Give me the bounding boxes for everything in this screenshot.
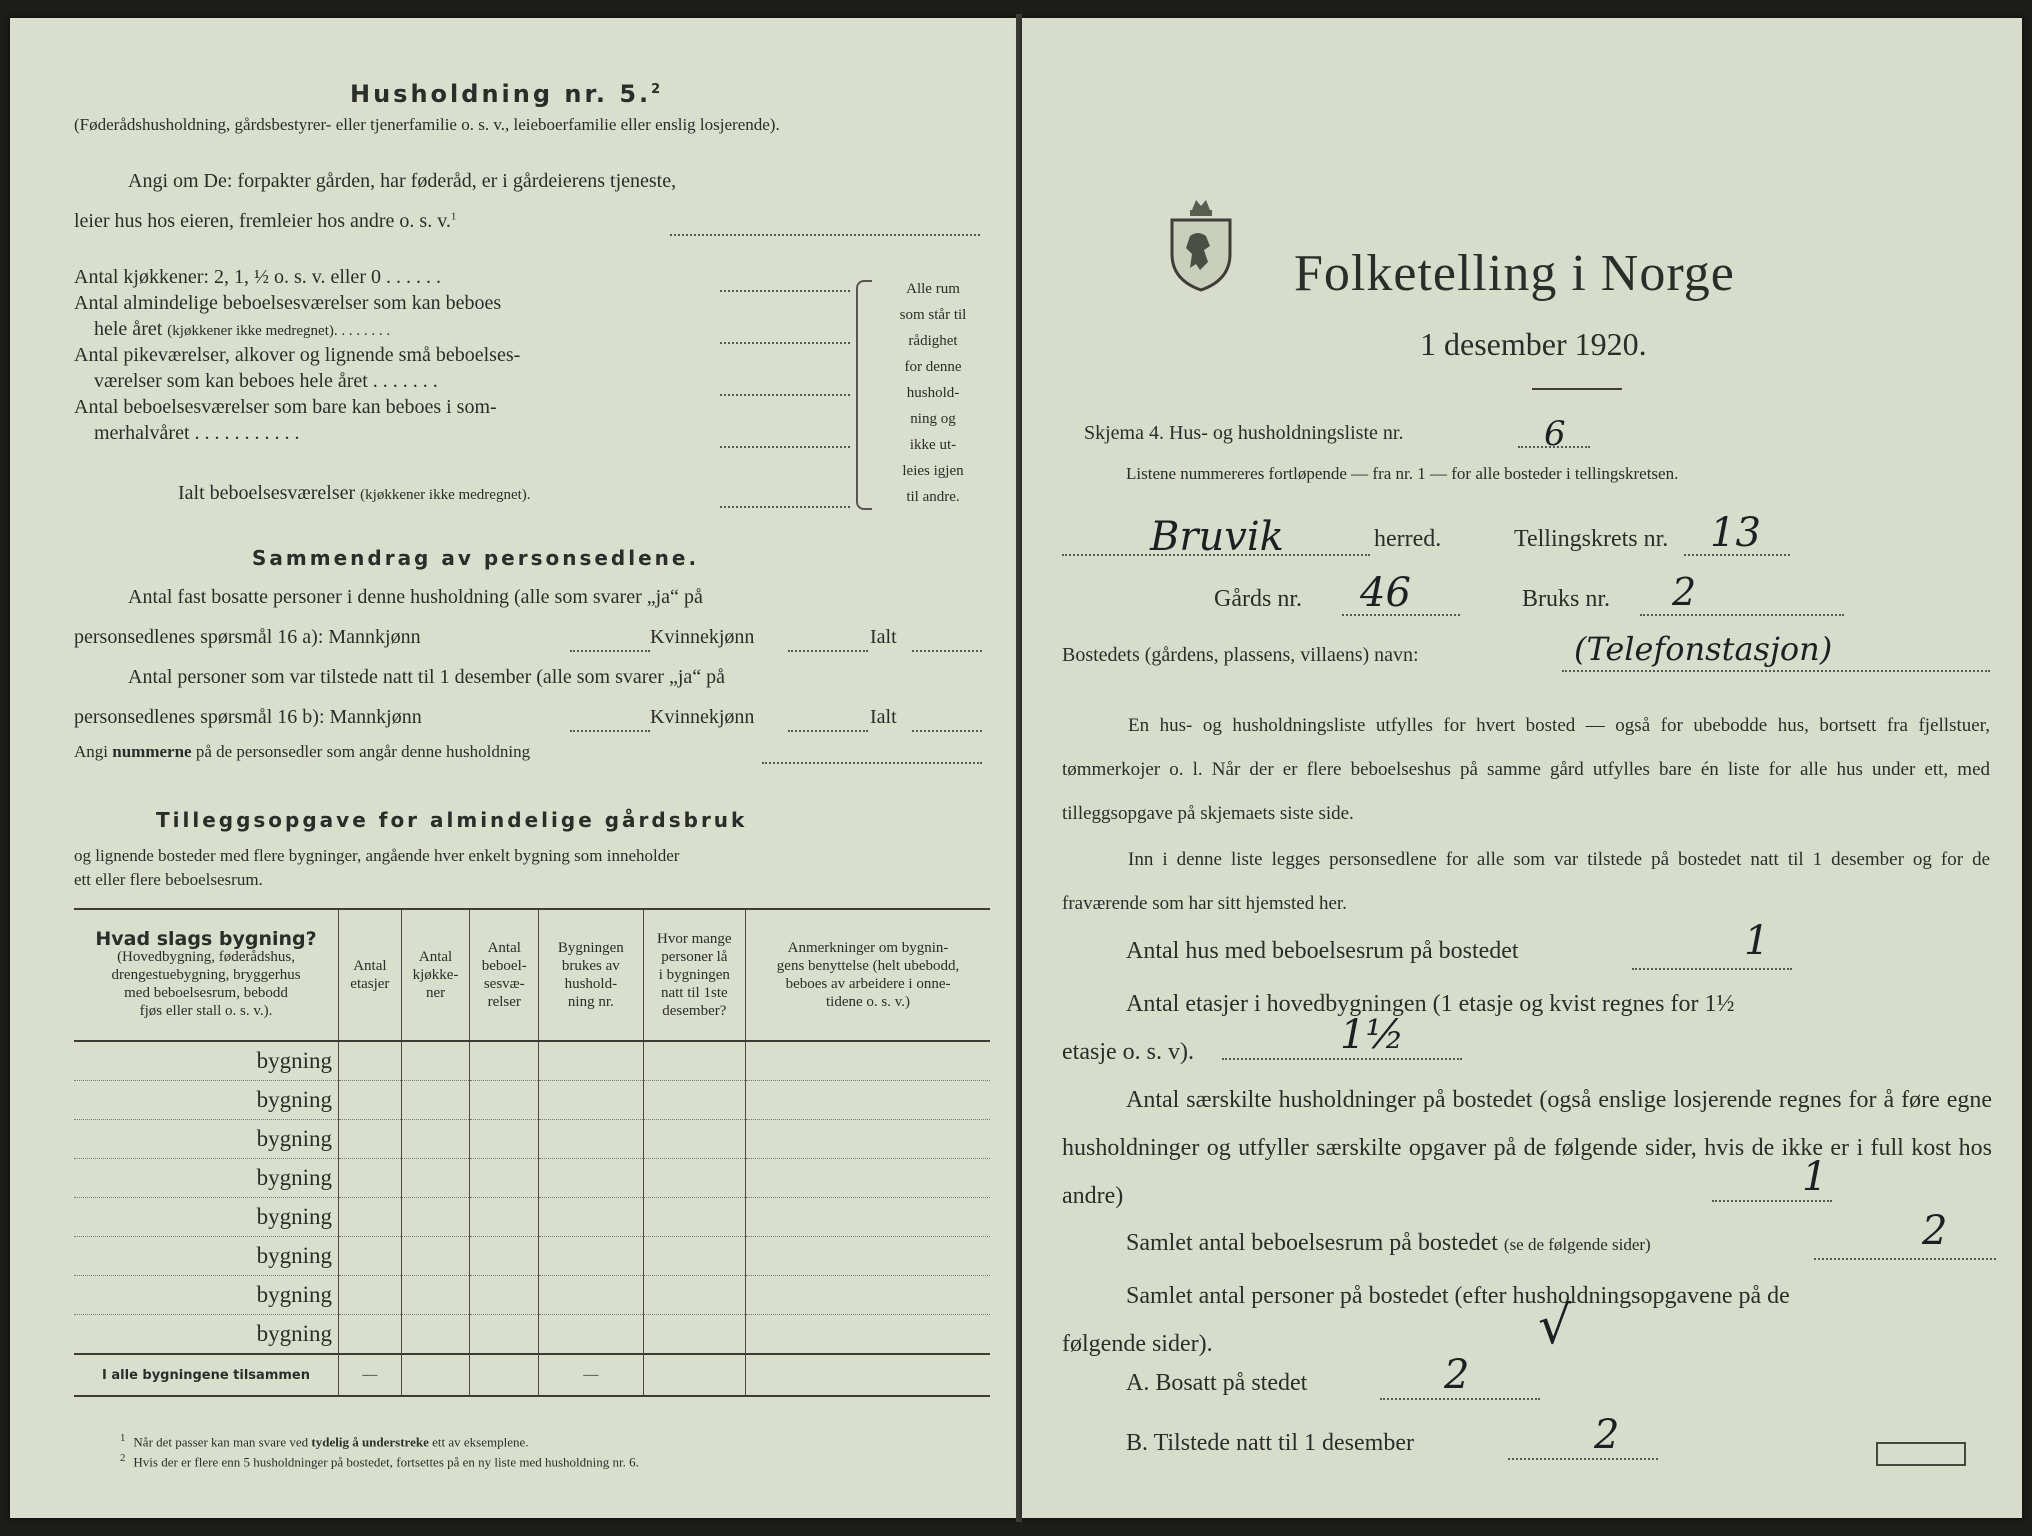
etasjer-label: Antal etasjer i hovedbygningen (1 etasje og kvist regnes for 1½ etasje o. s. v). — [1062, 991, 1735, 1065]
side-note-line: hushold- — [906, 385, 960, 401]
nummerne-field[interactable] — [762, 762, 982, 764]
building-table-header — [74, 909, 990, 1041]
building-cell[interactable] — [401, 1041, 470, 1081]
col-type-sub-line: drengestuebygning, bryggerhus — [111, 967, 301, 983]
rooms-brace — [856, 280, 872, 510]
building-cell[interactable] — [643, 1198, 745, 1237]
col-header-line: Antal — [418, 949, 453, 965]
building-cell[interactable] — [643, 1120, 745, 1159]
col-type-sub — [74, 948, 338, 1020]
pike-label-1: Antal pikeværelser, alkover og lignende små beboelses- — [74, 344, 521, 366]
col-header-line: Anmerkninger om bygnin- — [787, 940, 949, 956]
household-title: Husholdning nr. 5.$^2$ — [350, 80, 664, 108]
building-cell[interactable] — [746, 1120, 990, 1159]
sammendrag-line-4: personsedlenes spørsmål 16 b): Mannkjønn — [74, 706, 422, 728]
census-date: 1 desember 1920. — [1420, 326, 1647, 362]
building-cell[interactable] — [339, 1041, 402, 1081]
col-header-2 — [470, 909, 539, 1041]
rum-value[interactable]: 2 — [1922, 1208, 1948, 1254]
building-cell[interactable] — [746, 1159, 990, 1198]
tillegg-line-1: og lignende bosteder med flere bygninger, angående hver enkelt bygning som inneholder — [74, 846, 680, 865]
building-cell[interactable] — [539, 1315, 643, 1355]
col-type-sub-line: med beboelsesrum, bebodd — [124, 985, 288, 1001]
col-header-line: Antal — [353, 958, 387, 974]
col-type-sub-line: fjøs eller stall o. s. v.). — [139, 1003, 273, 1019]
tilstede-field[interactable] — [1508, 1458, 1658, 1460]
col-header-line: personer lå — [661, 949, 728, 965]
building-row-label: bygning — [256, 1282, 333, 1307]
total-cell[interactable]: — — [339, 1354, 402, 1396]
col-type-header: Hvad slags bygning? (Hovedbygning, føderådshus, drengestuebygning, bryggerhus med beboelsesrum, bebodd fjøs eller stall o. s. v.). — [74, 909, 339, 1041]
left-page — [10, 18, 1016, 1518]
ialt-field[interactable] — [720, 506, 850, 508]
husholdninger-field[interactable] — [1712, 1200, 1832, 1202]
building-row-label: bygning — [256, 1048, 333, 1073]
building-cell[interactable] — [401, 1198, 470, 1237]
kjokkener-label: Antal kjøkkener: 2, 1, ½ o. s. v. eller 0 . . . . . . — [74, 266, 441, 288]
building-cell[interactable] — [339, 1081, 402, 1120]
krets-value[interactable]: 13 — [1710, 510, 1761, 556]
building-cell[interactable] — [539, 1041, 643, 1081]
building-cell[interactable] — [539, 1237, 643, 1276]
col-header-line: relser — [487, 994, 521, 1010]
col-header-line: Bygningen — [557, 940, 624, 956]
building-row — [74, 1315, 990, 1355]
total-cell[interactable] — [401, 1354, 470, 1396]
footnote-bold: tydelig å understreke — [311, 1434, 429, 1450]
building-cell[interactable] — [470, 1081, 539, 1120]
building-type-cell[interactable] — [74, 1041, 339, 1081]
sammendrag-line-1: Antal fast bosatte personer i denne husholdning (alle som svarer „ja“ på — [128, 586, 703, 608]
col-header-4 — [643, 909, 745, 1041]
building-cell[interactable] — [643, 1237, 745, 1276]
col-header-line: etasjer — [350, 976, 390, 992]
building-cell[interactable] — [746, 1041, 990, 1081]
building-cell[interactable] — [339, 1315, 402, 1355]
building-cell[interactable] — [539, 1159, 643, 1198]
col-header-line: beboel- — [481, 958, 527, 974]
total-cell[interactable]: — — [539, 1354, 643, 1396]
intro-note: (Føderådshusholdning, gårdsbestyrer- eller tjenerfamilie o. s. v., leieboerfamilie eller enslig losjerende). — [74, 115, 780, 134]
sommer-label-2: merhalvåret . . . . . . . . . . . — [94, 422, 300, 444]
tilstede-value[interactable]: 2 — [1594, 1412, 1620, 1458]
building-type-cell[interactable] — [74, 1198, 339, 1237]
rooms-side-note — [878, 276, 988, 510]
instructions-1: En hus- og husholdningsliste utfylles for hvert bosted — også for ubebodde hus, bortsett fra fjellstuer, tømmerkojer o. l. Når der er flere beboelseshus på samme gård utfylles bare én liste for alle hus under ett, med tilleggsopgave på skjemaets siste side. — [1062, 715, 1990, 824]
building-row — [74, 1237, 990, 1276]
tilstede-label: B. Tilstede natt til 1 desember — [1126, 1430, 1414, 1456]
building-cell[interactable] — [470, 1198, 539, 1237]
bruks-field[interactable] — [1640, 614, 1844, 616]
bruks-label: Bruks nr. — [1522, 586, 1611, 612]
skjema-label: Skjema 4. Hus- og husholdningsliste nr. — [1084, 422, 1404, 444]
col-header-1 — [401, 909, 470, 1041]
sommer-field[interactable] — [720, 446, 850, 448]
sommer-label-1: Antal beboelsesværelser som bare kan beboes i som- — [74, 396, 497, 418]
side-note-line: Alle rum — [906, 281, 960, 297]
rum-field[interactable] — [1814, 1258, 1996, 1260]
building-cell[interactable] — [401, 1315, 470, 1355]
pike-field[interactable] — [720, 394, 850, 396]
bosatt-label: A. Bosatt på stedet — [1126, 1370, 1308, 1396]
bosted-label: Bostedets (gårdens, plassens, villaens) navn: — [1062, 644, 1419, 666]
building-cell[interactable] — [339, 1159, 402, 1198]
footnote-pre: Hvis der er flere enn 5 husholdninger på bostedet, fortsettes på en ny liste med husholdning nr. 6. — [133, 1454, 639, 1470]
building-cell[interactable] — [539, 1198, 643, 1237]
husholdninger-value[interactable]: 1 — [1802, 1154, 1828, 1200]
building-cell[interactable] — [539, 1081, 643, 1120]
hus-value[interactable]: 1 — [1744, 918, 1770, 964]
building-cell[interactable] — [401, 1237, 470, 1276]
building-cell[interactable] — [539, 1120, 643, 1159]
building-cell[interactable] — [339, 1120, 402, 1159]
building-cell[interactable] — [470, 1276, 539, 1315]
building-cell[interactable] — [470, 1041, 539, 1081]
building-cell[interactable] — [401, 1120, 470, 1159]
fast-ialt-field[interactable] — [912, 650, 982, 652]
building-row — [74, 1041, 990, 1081]
building-cell[interactable] — [401, 1276, 470, 1315]
side-note-line: rådighet — [908, 333, 958, 349]
sammendrag-line-3: Antal personer som var tilstede natt til 1 desember (alle som svarer „ja“ på — [128, 666, 726, 688]
right-page — [1022, 18, 2022, 1518]
bosted-value[interactable]: (Telefonstasjon) — [1574, 630, 1833, 668]
total-label: I alle bygningene tilsammen — [74, 1354, 339, 1396]
fast-ialt-label: Ialt — [870, 626, 897, 648]
building-cell[interactable] — [539, 1276, 643, 1315]
footnote-num: 2 — [120, 1452, 126, 1465]
building-type-cell[interactable] — [74, 1237, 339, 1276]
building-cell[interactable] — [470, 1315, 539, 1355]
building-cell[interactable] — [339, 1198, 402, 1237]
building-row-label: bygning — [256, 1321, 333, 1346]
gards-value[interactable]: 46 — [1360, 570, 1411, 616]
side-note-line: til andre. — [906, 489, 960, 505]
check-mark: √ — [1538, 1296, 1572, 1356]
herred-label: herred. — [1374, 526, 1442, 552]
building-type-cell[interactable] — [74, 1315, 339, 1355]
building-type-cell[interactable] — [74, 1081, 339, 1120]
alm-label-1: Antal almindelige beboelsesværelser som kan beboes — [74, 292, 502, 314]
tillegg-line-2: ett eller flere beboelsesrum. — [74, 870, 263, 889]
krets-label: Tellingskrets nr. — [1514, 526, 1669, 552]
footnotes — [120, 1430, 639, 1471]
listene-note: Listene nummereres fortløpende — fra nr. 1 — for alle bosteder i tellingskretsen. — [1126, 464, 1679, 483]
sammendrag-line-2: personsedlenes spørsmål 16 a): Mannkjønn — [74, 626, 421, 648]
building-cell[interactable] — [470, 1159, 539, 1198]
col-header-line: Hvor mange — [657, 931, 732, 947]
col-header-line: i bygningen — [658, 967, 730, 983]
crest-icon — [1168, 196, 1234, 292]
ialt-label: Ialt beboelsesværelser (kjøkkener ikke medregnet). — [178, 482, 531, 504]
footnote-pre: Når det passer kan man svare ved — [133, 1434, 312, 1450]
personer-label: Samlet antal personer på bostedet (efter husholdningsopgavene på de følgende sider). — [1062, 1283, 1790, 1357]
tilstede-mann-field[interactable] — [570, 730, 650, 732]
angi-line-2: leier hus hos eieren, fremleier hos andre o. s. v.$^1$ — [74, 210, 457, 232]
building-row-label: bygning — [256, 1243, 333, 1268]
building-row — [74, 1081, 990, 1120]
col-header-0 — [339, 909, 402, 1041]
rum-label: Samlet antal beboelsesrum på bostedet (se de følgende sider) — [1126, 1230, 1651, 1256]
col-header-line: desember? — [662, 1003, 727, 1019]
tilstede-kvinne-label: Kvinnekjønn — [650, 706, 755, 728]
bosatt-field[interactable] — [1380, 1398, 1540, 1400]
building-type-cell[interactable] — [74, 1120, 339, 1159]
building-type-cell[interactable] — [74, 1159, 339, 1198]
building-cell[interactable] — [470, 1237, 539, 1276]
herred-value[interactable]: Bruvik — [1150, 514, 1284, 560]
col-header-line: gens benyttelse (helt ubebodd, — [776, 958, 960, 974]
building-table — [74, 908, 990, 1397]
footnote-num: 1 — [120, 1432, 126, 1444]
building-cell[interactable] — [643, 1276, 745, 1315]
tilstede-ialt-label: Ialt — [870, 706, 897, 728]
building-cell[interactable] — [746, 1081, 990, 1120]
col-header-line: hushold- — [564, 976, 618, 992]
census-title: Folketelling i Norge — [1294, 245, 1735, 302]
side-note-line: leies igjen — [902, 463, 964, 479]
col-header-3 — [539, 909, 643, 1041]
total-cell[interactable] — [470, 1354, 539, 1396]
total-cell[interactable] — [746, 1354, 990, 1396]
building-row-label: bygning — [256, 1126, 333, 1151]
col-header-line: brukes av — [561, 958, 620, 974]
building-row — [74, 1120, 990, 1159]
building-cell[interactable] — [746, 1315, 990, 1355]
pike-label-2: værelser som kan beboes hele året . . . . . . . — [94, 370, 438, 392]
col-type-sub-line: (Hovedbygning, føderådshus, — [117, 949, 295, 965]
husholdninger-label: Antal særskilte husholdninger på bostedet (også enslige losjerende regnes for å føre egne husholdninger og utfyller særskilte opgaver på de følgende sider, hvis de ikke er i full kost hos andre) — [1062, 1087, 1992, 1209]
building-row — [74, 1276, 990, 1315]
sammendrag-heading: Sammendrag av personsedlene. — [252, 546, 700, 570]
building-cell[interactable] — [339, 1237, 402, 1276]
side-note-line: som står til — [899, 307, 967, 323]
fast-kvinne-label: Kvinnekjønn — [650, 626, 755, 648]
nummerne-label: Angi nummerne på de personsedler som angår denne husholdning — [74, 742, 531, 761]
col-header-line: sesvæ- — [483, 976, 525, 992]
bosted-field[interactable] — [1562, 670, 1990, 672]
side-note-line: ikke ut- — [909, 437, 957, 453]
kjokkener-field[interactable] — [720, 290, 850, 292]
tillegg-heading: Tilleggsopgave for almindelige gårdsbruk — [156, 808, 748, 832]
fast-mann-field[interactable] — [570, 650, 650, 652]
printer-stamp — [1876, 1442, 1966, 1466]
etasjer-value[interactable]: 1½ — [1340, 1012, 1405, 1058]
footnote — [120, 1430, 639, 1450]
side-note-line: for denne — [904, 359, 962, 375]
building-cell[interactable] — [401, 1159, 470, 1198]
building-row-label: bygning — [256, 1204, 333, 1229]
title-rule — [1532, 388, 1622, 390]
col-header-line: kjøkke- — [412, 967, 459, 983]
side-note-line: ning og — [910, 411, 956, 427]
bruks-value[interactable]: 2 — [1672, 570, 1697, 614]
bosatt-value[interactable]: 2 — [1444, 1352, 1470, 1398]
col-header-5 — [746, 909, 990, 1041]
building-table-body — [74, 1041, 990, 1396]
building-cell[interactable] — [643, 1315, 745, 1355]
footnote — [120, 1450, 639, 1470]
hus-label: Antal hus med beboelsesrum på bostedet — [1126, 938, 1519, 964]
col-header-line: ner — [425, 985, 446, 1001]
col-header-line: tidene o. s. v.) — [826, 994, 911, 1010]
tilstede-kvinne-field[interactable] — [788, 730, 868, 732]
building-cell[interactable] — [470, 1120, 539, 1159]
col-header-line: beboes av arbeidere i onne- — [785, 976, 951, 992]
gards-label: Gårds nr. — [1214, 586, 1302, 612]
building-cell[interactable] — [401, 1081, 470, 1120]
building-cell[interactable] — [643, 1081, 745, 1120]
col-header-line: natt til 1ste — [660, 985, 728, 1001]
tilstede-ialt-field[interactable] — [912, 730, 982, 732]
building-cell[interactable] — [746, 1198, 990, 1237]
building-cell[interactable] — [339, 1276, 402, 1315]
building-cell[interactable] — [643, 1159, 745, 1198]
fast-kvinne-field[interactable] — [788, 650, 868, 652]
alm-field[interactable] — [720, 342, 850, 344]
building-row-label: bygning — [256, 1165, 333, 1190]
hus-field[interactable] — [1632, 968, 1792, 970]
building-cell[interactable] — [746, 1237, 990, 1276]
building-type-cell[interactable] — [74, 1276, 339, 1315]
building-cell[interactable] — [643, 1041, 745, 1081]
etasjer-field[interactable] — [1222, 1058, 1462, 1060]
alm-label-2: hele året (kjøkkener ikke medregnet). . . . . . . . — [94, 318, 391, 340]
angi-answer-line[interactable] — [670, 234, 980, 236]
total-cell[interactable] — [643, 1354, 745, 1396]
building-cell[interactable] — [746, 1276, 990, 1315]
angi-line-1: Angi om De: forpakter gården, har føderåd, er i gårdeierens tjeneste, — [128, 170, 677, 192]
building-row — [74, 1198, 990, 1237]
instructions-2: Inn i denne liste legges personsedlene for alle som var tilstede på bostedet natt til 1 desember og for de fraværende som har sitt hjemsted her. — [1062, 849, 1990, 914]
footnote-post: ett av eksemplene. — [428, 1434, 529, 1450]
skjema-nr-value[interactable]: 6 — [1544, 414, 1566, 454]
col-header-line: Antal — [487, 940, 521, 956]
building-total-row — [74, 1354, 990, 1396]
building-row-label: bygning — [256, 1087, 333, 1112]
building-row — [74, 1159, 990, 1198]
col-header-line: ning nr. — [567, 994, 614, 1010]
